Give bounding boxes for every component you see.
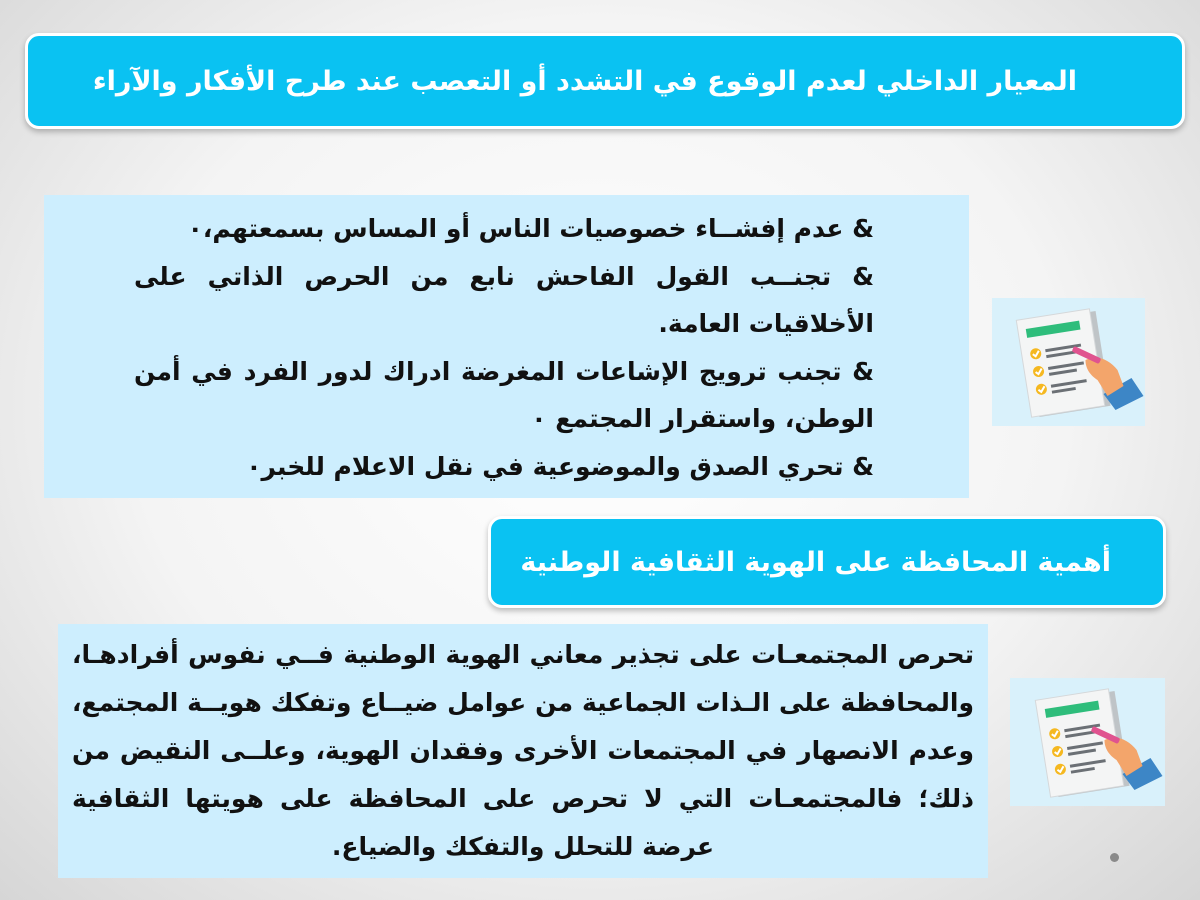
- criteria-item-text: تجنب ترويج الإشاعات المغرضة ادراك لدور الفرد في أمن الوطن، واستقرار المجتمع ٠: [134, 356, 874, 433]
- checklist-illustration-1: [992, 298, 1145, 426]
- subtitle-bar: [488, 516, 1166, 608]
- title-bar: [25, 33, 1185, 129]
- criteria-item-text: عدم إفشــاء خصوصيات الناس أو المساس بسمعتهم،٠: [187, 214, 844, 243]
- bullet-marker: &: [852, 356, 874, 386]
- criteria-item-4: [134, 443, 874, 491]
- criteria-item-2: [134, 253, 874, 348]
- slide-title: المعيار الداخلي لعدم الوقوع في التشدد أو التعصب عند طرح الأفكار والآراء: [92, 65, 1077, 97]
- criteria-item-3: [134, 348, 874, 443]
- criteria-item-text: تجنــب القول الفاحش نابع من الحرص الذاتي على الأخلاقيات العامة.: [134, 261, 874, 338]
- section-subtitle: أهمية المحافظة على الهوية الثقافية الوطنية: [520, 546, 1111, 578]
- bullet-marker: &: [852, 214, 874, 243]
- importance-paragraph: تحرص المجتمعـات على تجذير معاني الهوية الوطنية فــي نفوس أفرادهـا، والمحافظة على الـذات الجماعية من عوامل ضيــاع وتفكك هويــة المجتمع، وعدم الانصهار في المجتمعات الأخرى وفقدان الهوية، وعلــى النقيض من ذلك؛ فالمجتمعـات التي لا تحرص على المحافظة على هويتها الثقافية عرضة للتحلل والتفكك والضياع.: [72, 640, 974, 861]
- importance-box: [58, 624, 988, 878]
- criteria-item-text: تحري الصدق والموضوعية في نقل الاعلام للخبر٠: [246, 451, 844, 481]
- slide-indicator-dot: [1110, 853, 1119, 862]
- criteria-box: [44, 195, 969, 498]
- checklist-clipboard-icon: [992, 298, 1145, 426]
- checklist-illustration-2: [1010, 678, 1165, 806]
- bullet-marker: &: [852, 261, 874, 291]
- bullet-marker: &: [852, 451, 874, 481]
- checklist-clipboard-icon: [1010, 678, 1165, 806]
- criteria-item-1: [134, 205, 874, 253]
